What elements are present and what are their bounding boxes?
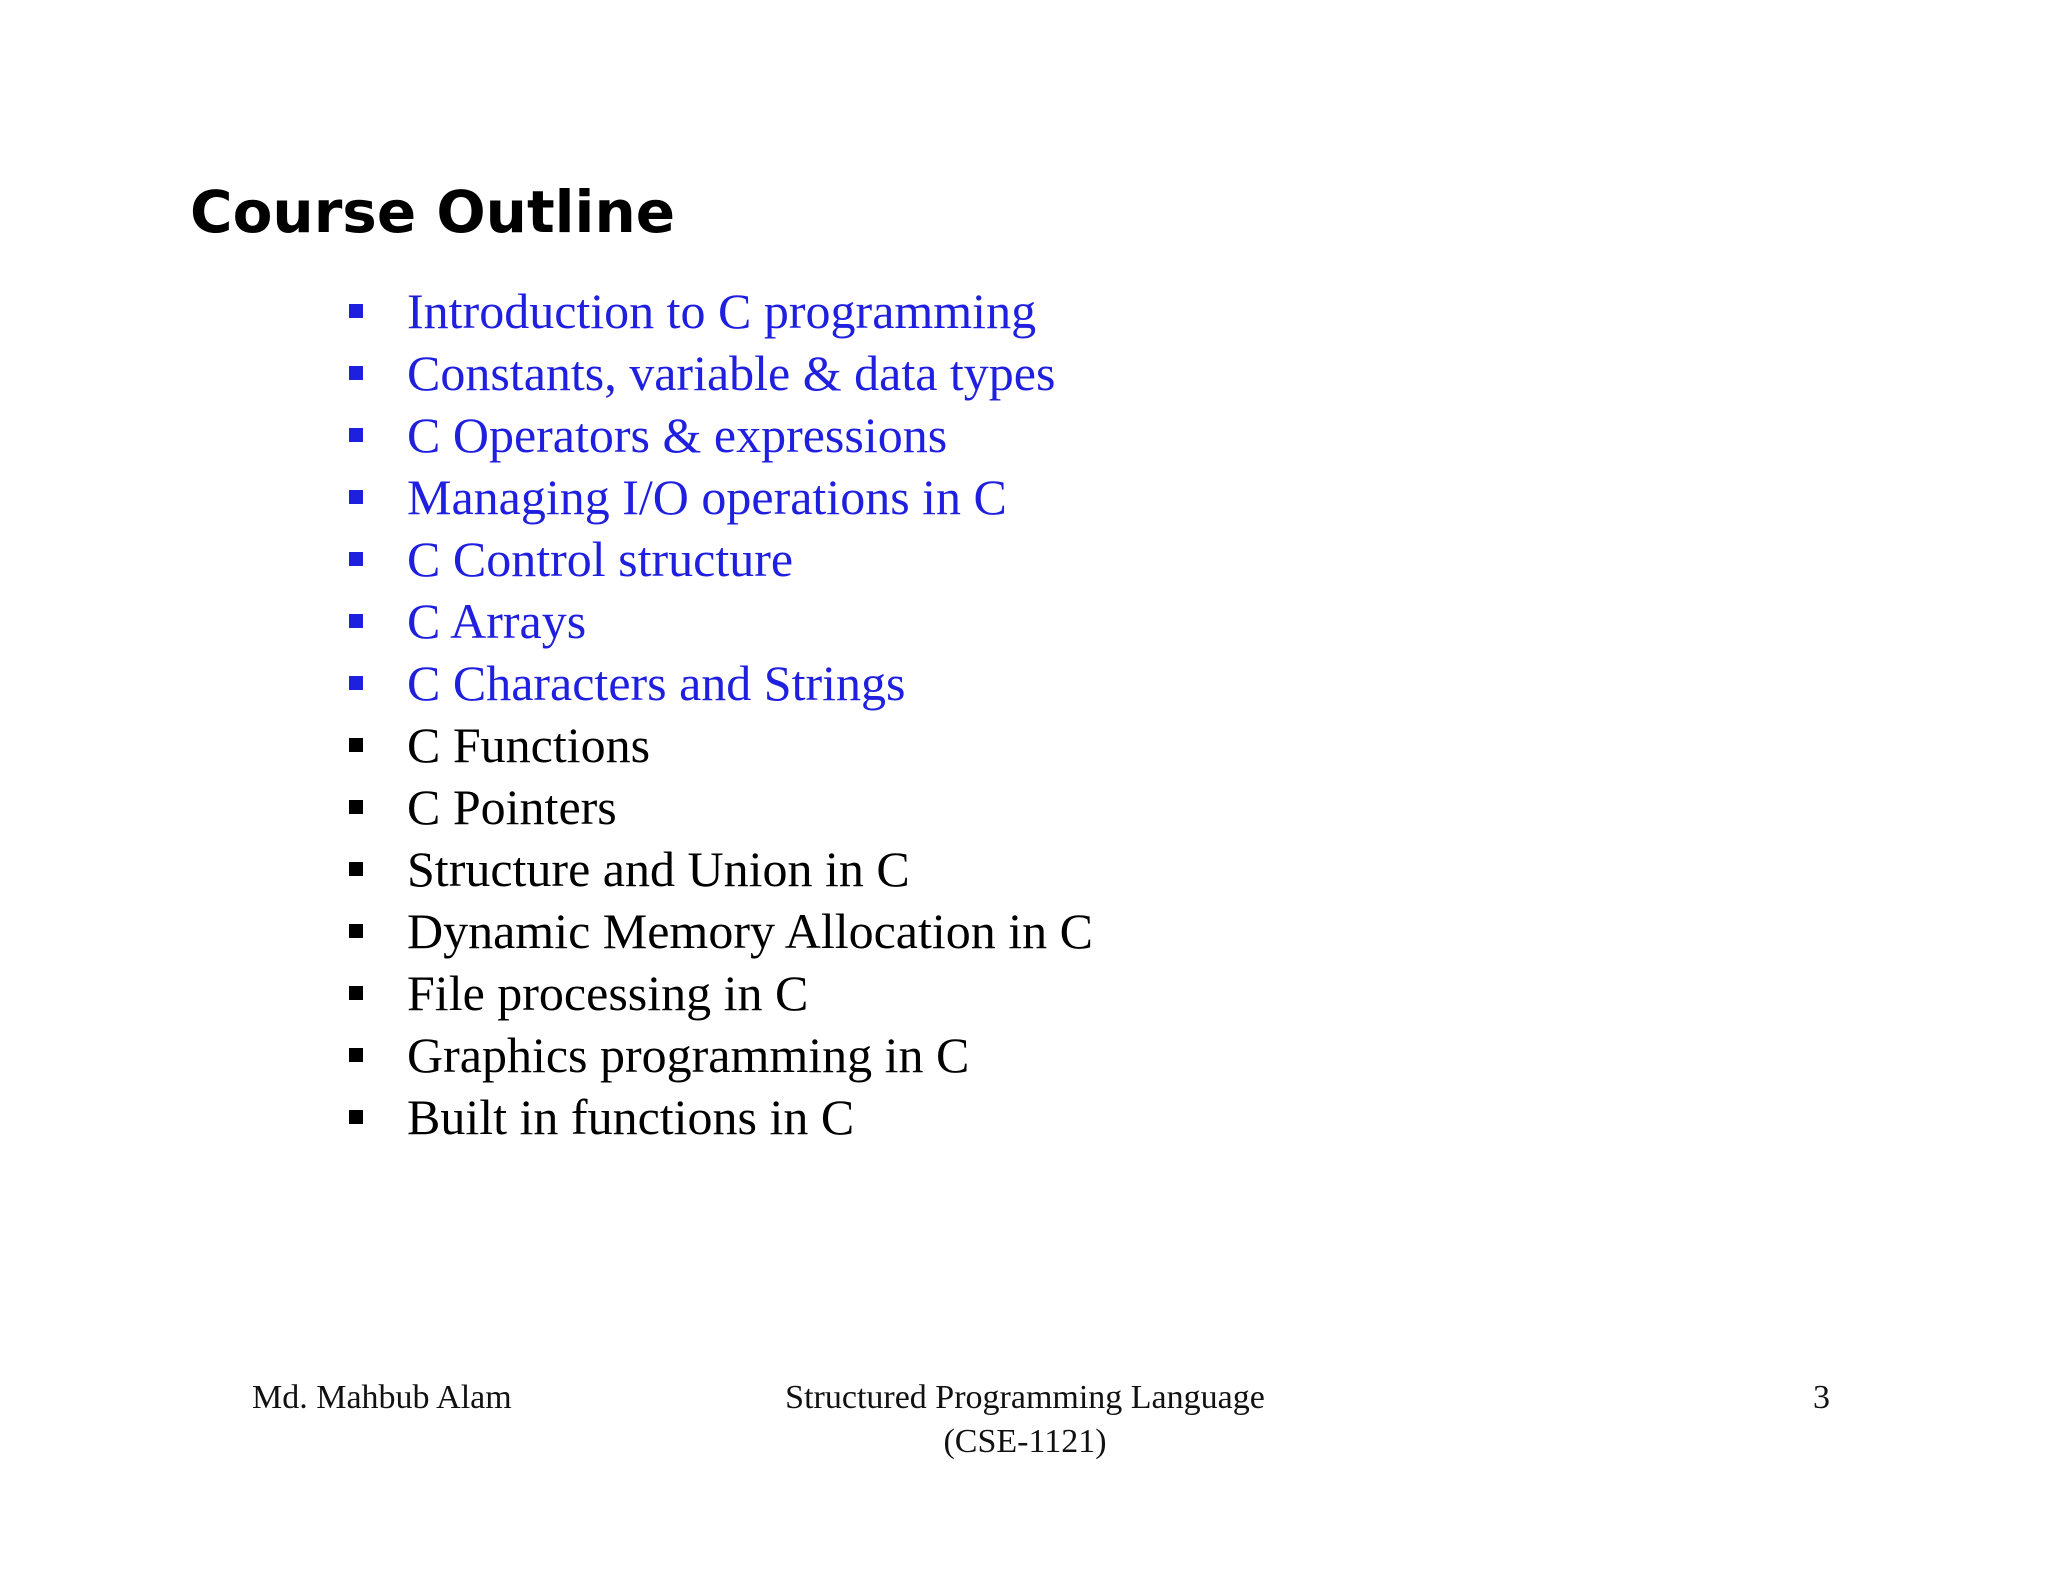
footer-course-title <box>700 1376 1350 1464</box>
square-bullet-icon <box>349 924 363 938</box>
list-item <box>340 342 1093 404</box>
square-bullet-icon <box>349 614 363 628</box>
list-item <box>340 466 1093 528</box>
list-item-label: Managing I/O operations in C <box>407 469 1007 525</box>
square-bullet-icon <box>349 1110 363 1124</box>
list-item-label: C Arrays <box>407 593 587 649</box>
list-item <box>340 1086 1093 1148</box>
square-bullet-icon <box>349 490 363 504</box>
list-item <box>340 776 1093 838</box>
list-item-label: Structure and Union in C <box>407 841 910 897</box>
list-item-label: Introduction to C programming <box>407 283 1037 339</box>
list-item <box>340 652 1093 714</box>
footer-author: Md. Mahbub Alam <box>252 1379 512 1416</box>
list-item-label: C Operators & expressions <box>407 407 948 463</box>
square-bullet-icon <box>349 862 363 876</box>
square-bullet-icon <box>349 304 363 318</box>
list-item <box>340 404 1093 466</box>
list-item-label: C Characters and Strings <box>407 655 906 711</box>
list-item-label: File processing in C <box>407 965 809 1021</box>
list-item <box>340 528 1093 590</box>
footer-course-name: Structured Programming Language <box>785 1379 1265 1416</box>
list-item-label: C Functions <box>407 717 651 773</box>
footer-course-code: (CSE-1121) <box>943 1423 1107 1460</box>
list-item-label: Built in functions in C <box>407 1089 855 1145</box>
list-item-label: Constants, variable & data types <box>407 345 1056 401</box>
list-item-label: C Control structure <box>407 531 794 587</box>
list-item <box>340 1024 1093 1086</box>
square-bullet-icon <box>349 552 363 566</box>
square-bullet-icon <box>349 986 363 1000</box>
course-outline-list <box>340 280 1093 1148</box>
square-bullet-icon <box>349 1048 363 1062</box>
list-item <box>340 714 1093 776</box>
square-bullet-icon <box>349 676 363 690</box>
list-item-label: Dynamic Memory Allocation in C <box>407 903 1094 959</box>
list-item-label: C Pointers <box>407 779 617 835</box>
square-bullet-icon <box>349 800 363 814</box>
list-item <box>340 280 1093 342</box>
list-item <box>340 962 1093 1024</box>
page-number: 3 <box>1813 1379 1830 1416</box>
list-item <box>340 900 1093 962</box>
square-bullet-icon <box>349 738 363 752</box>
square-bullet-icon <box>349 366 363 380</box>
list-item <box>340 590 1093 652</box>
list-item <box>340 838 1093 900</box>
slide-title: Course Outline <box>190 178 676 246</box>
list-item-label: Graphics programming in C <box>407 1027 970 1083</box>
square-bullet-icon <box>349 428 363 442</box>
